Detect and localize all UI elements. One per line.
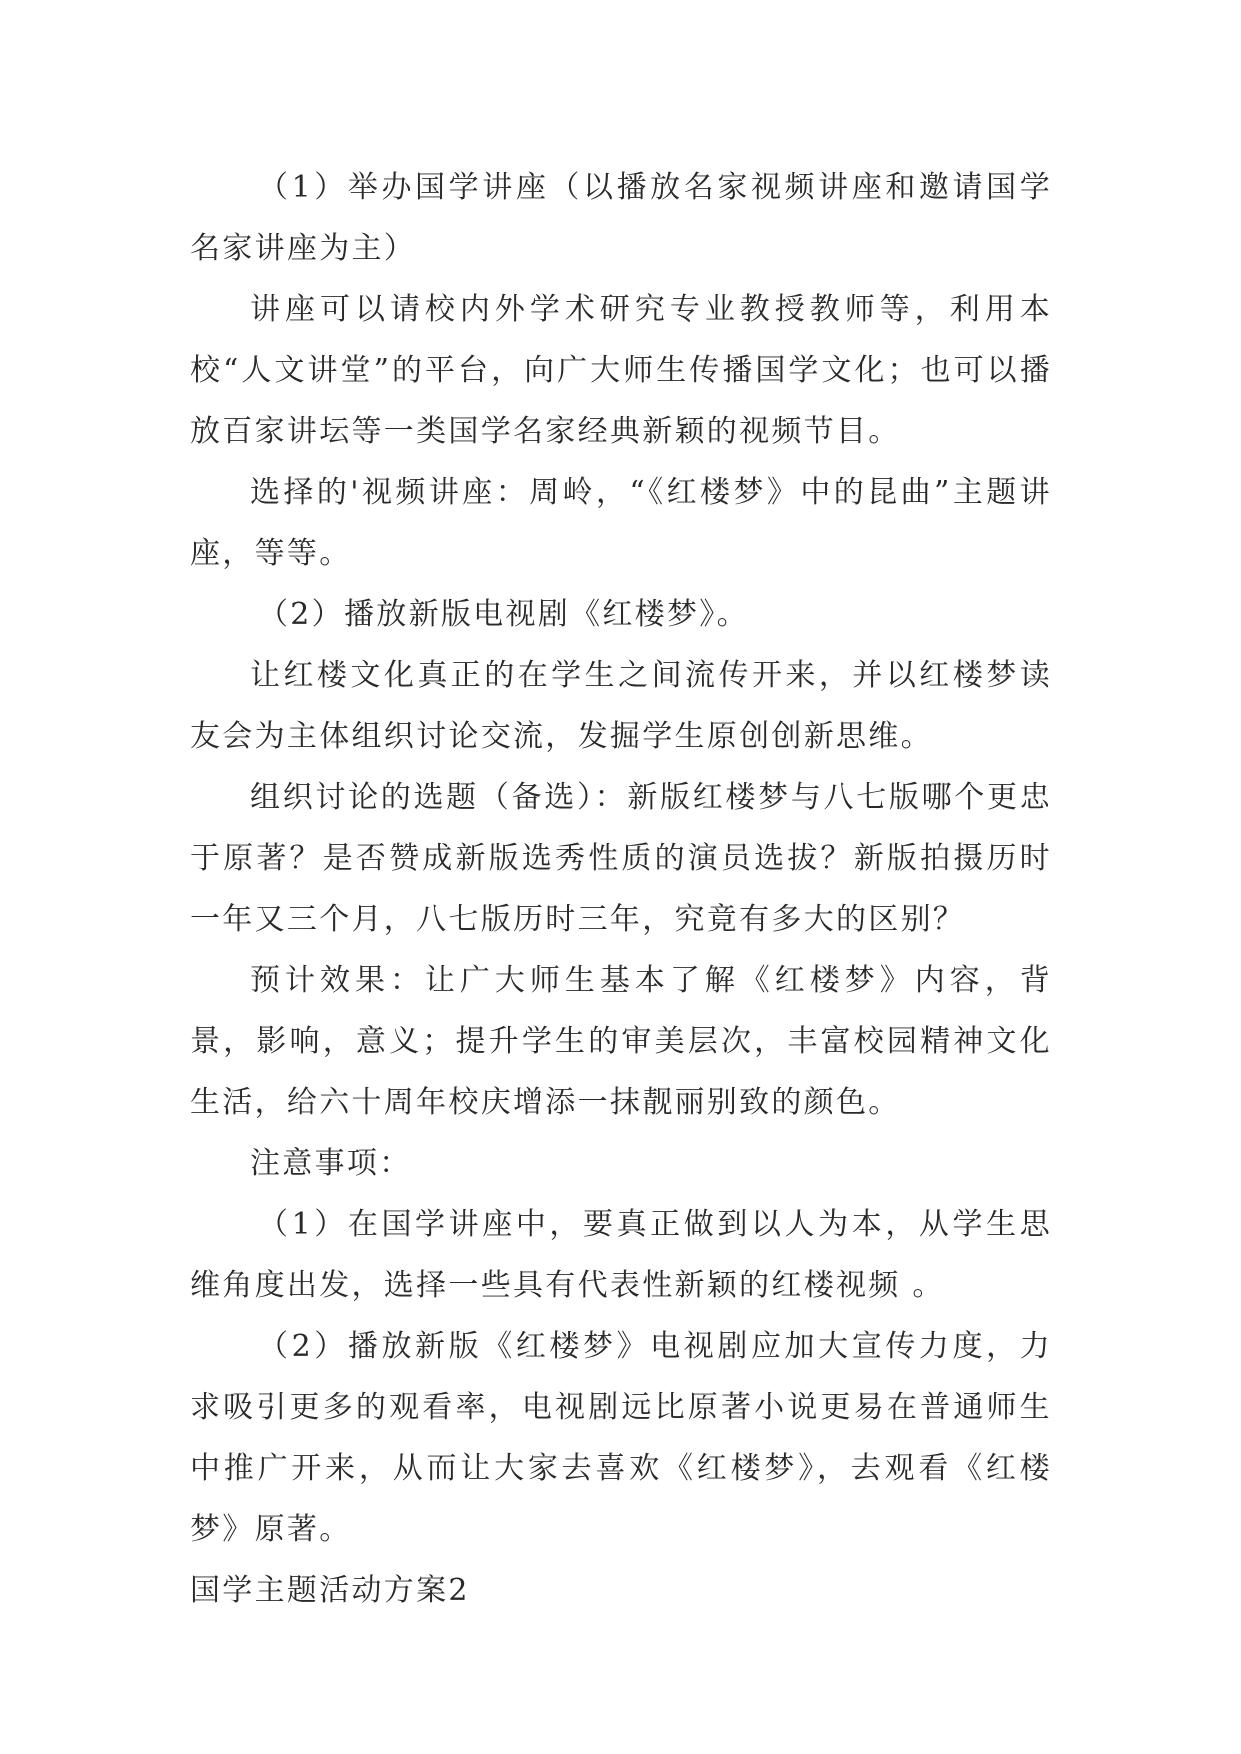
paragraph-discussion-topics: 组织讨论的选题（备选）：新版红楼梦与八七版哪个更忠于原著？是否赞成新版选秀性质的演员选拔？新版拍摄历时一年又三个月，八七版历时三年，究竟有多大的区别？ <box>190 780 1052 937</box>
paragraph-expected-effect: 预计效果：让广大师生基本了解《红楼梦》内容，背景，影响，意义；提升学生的审美层次，丰富校园精神文化生活，给六十周年校庆增添一抹靓丽别致的颜色。 <box>190 963 1052 1120</box>
paragraph-lecture-speakers: 讲座可以请校内外学术研究专业教授教师等，利用本校“人文讲堂”的平台，向广大师生传播国学文化；也可以播放百家讲坛等一类国学名家经典新颖的视频节目。 <box>190 292 1052 449</box>
paragraph-tv-series-plan: （2）播放新版电视剧《红楼梦》。 <box>258 597 749 632</box>
section-heading: 国学主题活动方案2 <box>190 1573 470 1608</box>
paragraph-selected-lecture: 选择的'视频讲座：周岭，“《红楼梦》中的昆曲”主题讲座，等等。 <box>190 475 1052 571</box>
paragraph-reading-club: 让红楼文化真正的在学生之间流传开来，并以红楼梦读友会为主体组织讨论交流，发掘学生原创创新思维。 <box>190 658 1052 754</box>
paragraph-note-2: （2）播放新版《红楼梦》电视剧应加大宣传力度，力求吸引更多的观看率，电视剧远比原著小说更易在普通师生中推广开来，从而让大家去喜欢《红楼梦》，去观看《红楼梦》原著。 <box>190 1329 1052 1547</box>
document-body <box>190 157 1052 1621</box>
paragraph-lecture-plan: （1）举办国学讲座（以播放名家视频讲座和邀请国学名家讲座为主） <box>190 170 1052 266</box>
paragraph-notes-heading: 注意事项： <box>250 1146 412 1181</box>
paragraph-note-1: （1）在国学讲座中，要真正做到以人为本，从学生思维角度出发，选择一些具有代表性新颖的红楼视频 。 <box>190 1207 1052 1303</box>
